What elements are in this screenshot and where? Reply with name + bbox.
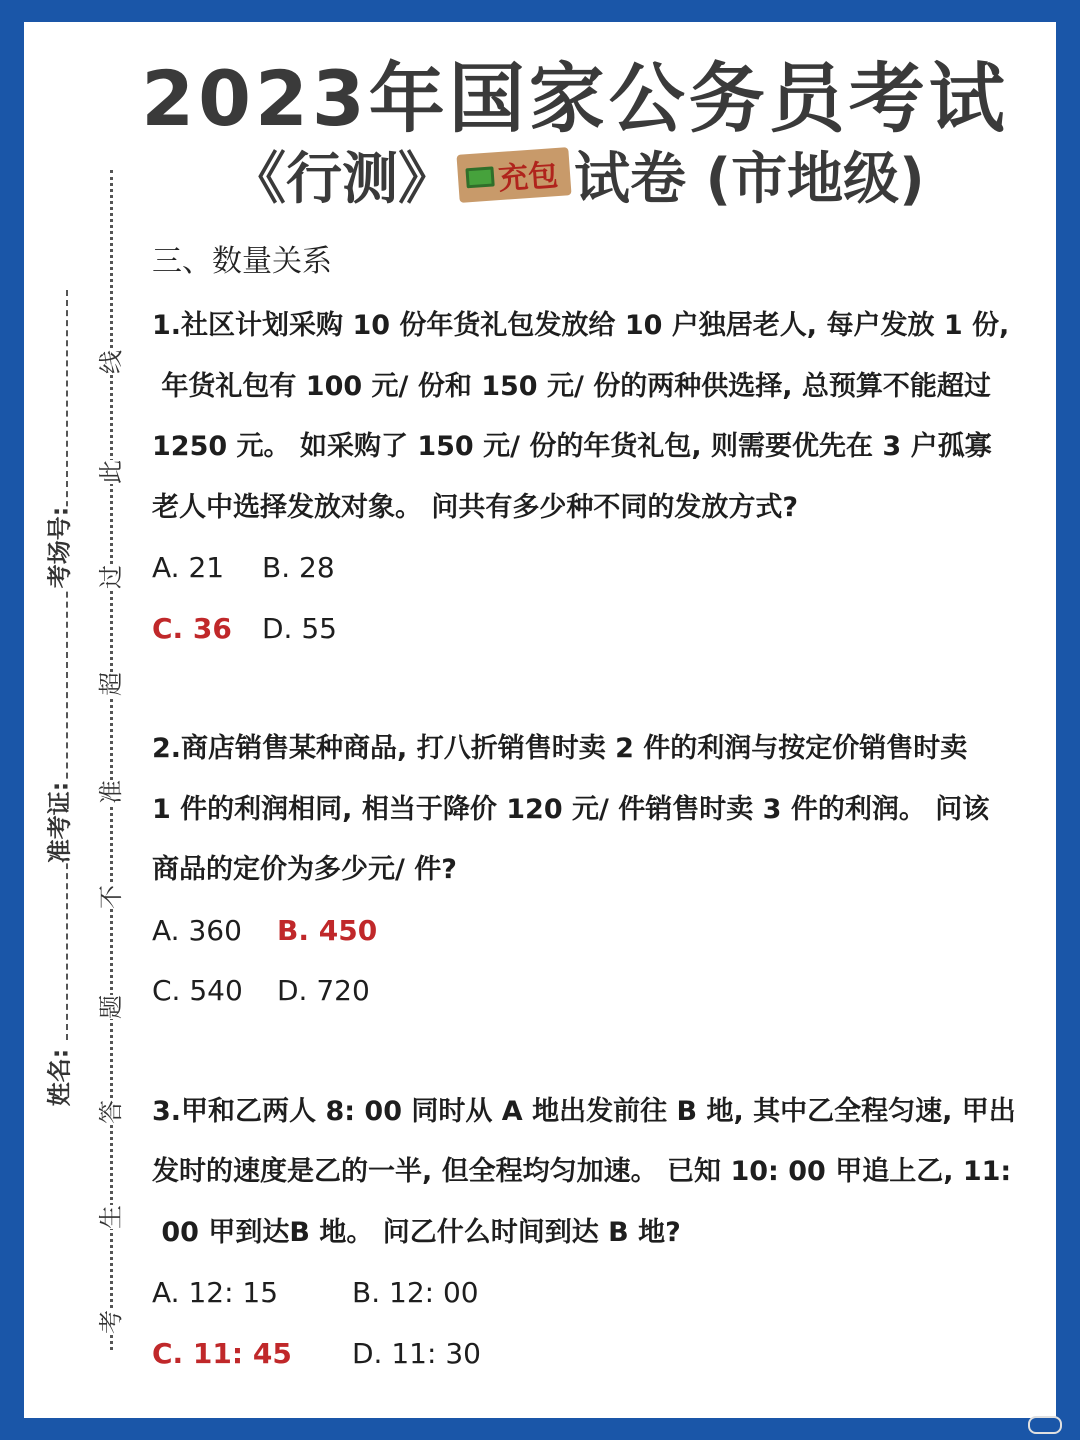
question-line: 1250 元。 如采购了 150 元/ 份的年货礼包, 则需要优先在 3 户孤寡 [152, 431, 992, 462]
watermark-icon [1028, 1416, 1062, 1434]
gutter-char: 题 [97, 995, 125, 1019]
option-b[interactable]: B. 12: 00 [352, 1276, 479, 1309]
option-a[interactable]: A. 360 [152, 913, 242, 947]
question-line: 1.社区计划采购 10 份年货礼包发放给 10 户独居老人, 每户发放 1 份, [152, 310, 1010, 341]
question-line: 老人中选择发放对象。 问共有多少种不同的发放方式? [152, 491, 799, 523]
gutter-dashed-line [66, 290, 68, 1040]
option-c[interactable]: C. 36 [152, 611, 232, 645]
sticker [456, 147, 571, 203]
section-title: 三、数量关系 [152, 244, 332, 279]
question-1 [152, 296, 1032, 659]
option-a[interactable]: A. 12: 15 [152, 1276, 279, 1309]
options-row [152, 901, 1032, 962]
page-title: 2023年国家公务员考试 [141, 54, 1009, 143]
exam-content [152, 240, 1032, 1384]
question-line: 3.甲和乙两人 8: 00 同时从 A 地出发前往 B 地, 其中乙全程匀速, 甲出 [152, 1095, 1016, 1127]
gutter-char: 超 [97, 672, 125, 696]
question-gap [152, 1022, 1032, 1082]
battery-icon [465, 166, 494, 188]
question-line: 年货礼包有 100 元/ 份和 150 元/ 份的两种供选择, 总预算不能超过 [152, 370, 991, 402]
gutter-char: 此 [97, 460, 125, 484]
subtitle [230, 130, 925, 220]
options-row [152, 961, 1032, 1022]
option-d[interactable]: D. 55 [262, 611, 337, 645]
gutter-char: 不 [97, 885, 125, 909]
label-admission-no: 准考证: [39, 782, 74, 864]
question-line: 1 件的利润相同, 相当于降价 120 元/ 件销售时卖 3 件的利润。 问该 [152, 793, 990, 825]
option-a[interactable]: A. 21 [152, 551, 225, 584]
question-line: 商品的定价为多少元/ 件? [152, 854, 457, 885]
subtitle-right: 试卷 (市地级) [574, 147, 925, 212]
question-line: 00 甲到达B 地。 问乙什么时间到达 B 地? [152, 1216, 681, 1248]
question-gap [152, 659, 1032, 719]
gutter-char: 准 [97, 780, 125, 804]
gutter-char: 过 [97, 565, 125, 589]
question-line: 2.商店销售某种商品, 打八折销售时卖 2 件的利润与按定价销售时卖 [152, 733, 968, 764]
gutter-char: 答 [97, 1100, 125, 1124]
option-c[interactable]: C. 540 [152, 974, 243, 1007]
label-name: 姓名: [39, 1049, 74, 1107]
options-row [152, 1263, 1032, 1324]
sticker-text: 充包 [497, 157, 560, 198]
option-b[interactable]: B. 28 [262, 551, 335, 584]
label-exam-room: 考场号: [39, 507, 74, 589]
question-line: 发时的速度是乙的一半, 但全程均匀加速。 已知 10: 00 甲追上乙, 11: [152, 1156, 1012, 1187]
gutter-char: 考 [97, 1310, 125, 1334]
gutter-dotted-line [110, 170, 113, 1350]
option-d[interactable]: D. 11: 30 [352, 1336, 481, 1370]
gutter-char: 生 [97, 1205, 125, 1229]
subtitle-left: 《行测》 [230, 147, 454, 212]
options-row [152, 538, 1032, 599]
option-b[interactable]: B. 450 [277, 913, 378, 947]
question-3 [152, 1082, 1032, 1385]
option-d[interactable]: D. 720 [277, 974, 370, 1007]
gutter-char: 线 [97, 350, 125, 374]
options-row [152, 599, 1032, 660]
question-2 [152, 719, 1032, 1022]
question-list [152, 296, 1032, 1384]
options-row [152, 1324, 1032, 1385]
option-c[interactable]: C. 11: 45 [152, 1336, 292, 1370]
